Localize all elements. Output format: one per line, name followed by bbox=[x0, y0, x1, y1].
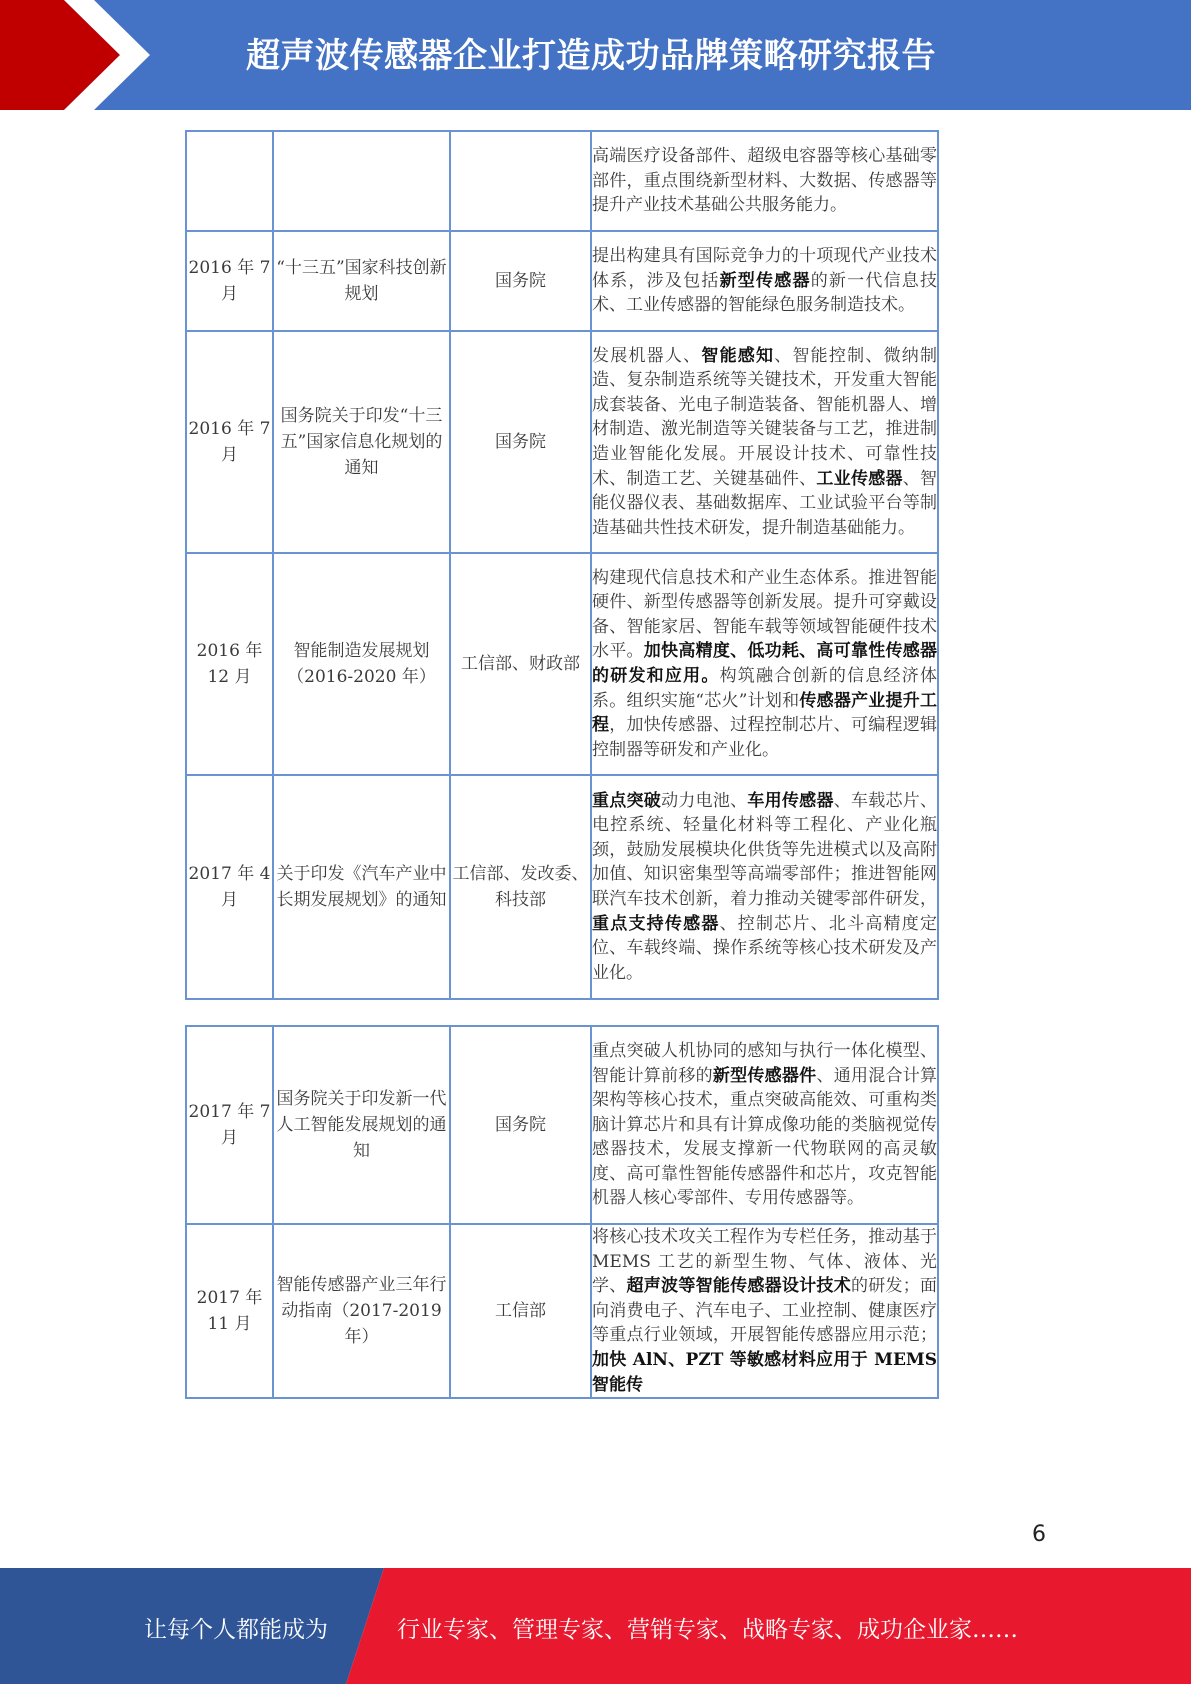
report-title: 超声波传感器企业打造成功品牌策略研究报告 bbox=[246, 36, 936, 76]
policy-content: 发展机器人、智能感知、智能控制、微纳制造、复杂制造系统等关键技术，开发重大智能成套装备、光电子制造装备、智能机器人、增材制造、激光制造等关键装备与工艺，推进制造业智能化发展。开展设计技术、可靠性技术、制造工艺、关键基础件、工业传感器、智能仪器仪表、基础数据库、工业试验平台等制造基础共性技术研发，提升制造基础能力。 bbox=[591, 331, 938, 553]
page-header bbox=[0, 0, 1191, 110]
policy-name: 国务院关于印发新一代人工智能发展规划的通知 bbox=[273, 1026, 450, 1224]
policy-date: 2017 年 4 月 bbox=[186, 775, 273, 999]
policy-content: 重点突破人机协同的感知与执行一体化模型、智能计算前移的新型传感器件、通用混合计算架构等核心技术，重点突破高能效、可重构类脑计算芯片和具有计算成像功能的类脑视觉传感器技术，发展支撑新一代物联网的高灵敏度、高可靠性智能传感器件和芯片，攻克智能机器人核心零部件、专用传感器等。 bbox=[591, 1026, 938, 1224]
policy-table-1-body bbox=[186, 131, 938, 999]
policy-table-2-body bbox=[186, 1026, 938, 1398]
policy-department: 工信部 bbox=[450, 1224, 591, 1398]
policy-department: 国务院 bbox=[450, 331, 591, 553]
table-row bbox=[186, 553, 938, 775]
policy-name bbox=[273, 131, 450, 231]
table-row bbox=[186, 1026, 938, 1224]
policy-date: 2017 年 11 月 bbox=[186, 1224, 273, 1398]
table-row bbox=[186, 131, 938, 231]
policy-department: 国务院 bbox=[450, 231, 591, 331]
policy-department bbox=[450, 131, 591, 231]
policy-table-2 bbox=[185, 1025, 939, 1399]
table-row bbox=[186, 331, 938, 553]
table-row bbox=[186, 1224, 938, 1398]
table-row bbox=[186, 775, 938, 999]
policy-department: 国务院 bbox=[450, 1026, 591, 1224]
page-footer bbox=[0, 1568, 1191, 1684]
policy-content: 重点突破动力电池、车用传感器、车载芯片、电控系统、轻量化材料等工程化、产业化瓶颈，鼓励发展模块化供货等先进模式以及高附加值、知识密集型等高端零部件；推进智能网联汽车技术创新，着力推动关键零部件研发，重点支持传感器、控制芯片、北斗高精度定位、车载终端、操作系统等核心技术研发及产业化。 bbox=[591, 775, 938, 999]
policy-table-1 bbox=[185, 130, 939, 1000]
policy-date: 2017 年 7 月 bbox=[186, 1026, 273, 1224]
header-chevron-graphic bbox=[0, 0, 160, 110]
page-number: 6 bbox=[1032, 1522, 1046, 1547]
policy-content: 高端医疗设备部件、超级电容器等核心基础零部件，重点围绕新型材料、大数据、传感器等提升产业技术基础公共服务能力。 bbox=[591, 131, 938, 231]
policy-date: 2016 年 7 月 bbox=[186, 231, 273, 331]
policy-department: 工信部、财政部 bbox=[450, 553, 591, 775]
policy-department: 工信部、发改委、科技部 bbox=[450, 775, 591, 999]
policy-content: 将核心技术攻关工程作为专栏任务，推动基于 MEMS 工艺的新型生物、气体、液体、光学、超声波等智能传感器设计技术的研发；面向消费电子、汽车电子、工业控制、健康医疗等重点行业领域，开展智能传感器应用示范；加快 AlN、PZT 等敏感材料应用于 MEMS 智能传 bbox=[591, 1224, 938, 1398]
policy-name: 关于印发《汽车产业中长期发展规划》的通知 bbox=[273, 775, 450, 999]
footer-slogan-left: 让每个人都能成为 bbox=[144, 1617, 328, 1643]
policy-date: 2016 年 12 月 bbox=[186, 553, 273, 775]
policy-date: 2016 年 7 月 bbox=[186, 331, 273, 553]
table-row bbox=[186, 231, 938, 331]
policy-name: 国务院关于印发“十三五”国家信息化规划的通知 bbox=[273, 331, 450, 553]
policy-name: 智能传感器产业三年行动指南（2017-2019 年） bbox=[273, 1224, 450, 1398]
policy-name: 智能制造发展规划（2016-2020 年） bbox=[273, 553, 450, 775]
policy-date bbox=[186, 131, 273, 231]
policy-content: 提出构建具有国际竞争力的十项现代产业技术体系，涉及包括新型传感器的新一代信息技术、工业传感器的智能绿色服务制造技术。 bbox=[591, 231, 938, 331]
footer-slogan-right: 行业专家、管理专家、营销专家、战略专家、成功企业家…… bbox=[397, 1617, 1018, 1643]
policy-name: “十三五”国家科技创新规划 bbox=[273, 231, 450, 331]
policy-content: 构建现代信息技术和产业生态体系。推进智能硬件、新型传感器等创新发展。提升可穿戴设备、智能家居、智能车载等领域智能硬件技术水平。加快高精度、低功耗、高可靠性传感器的研发和应用。构筑融合创新的信息经济体系。组织实施“芯火”计划和传感器产业提升工程，加快传感器、过程控制芯片、可编程逻辑控制器等研发和产业化。 bbox=[591, 553, 938, 775]
